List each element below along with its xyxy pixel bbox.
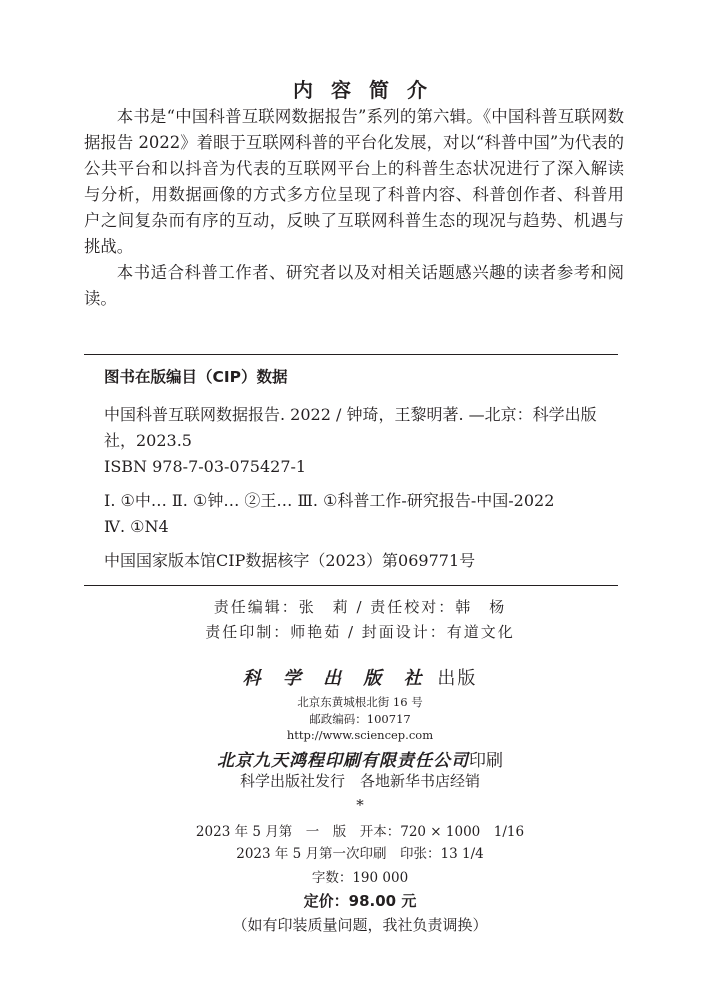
printer-line [0,746,720,771]
publisher-postcode: 邮政编码：100717 [309,712,411,726]
cip-entry: 中国科普互联网数据报告. 2022 / 钟琦，王黎明著. —北京：科学出版社，2023.5 [104,405,597,450]
edition-line: 2023 年 5 月第 一 版 开本：720 × 1000 1/16 [195,824,525,840]
publisher-address: 北京东黄城根北街 16 号 [297,695,423,709]
publisher-line [0,664,720,690]
credits-line: 责任编辑：张 莉 / 责任校对：韩 杨 [213,598,507,616]
publisher-suffix: 出版 [437,668,478,689]
cip-bottom-rule [84,585,618,586]
separator-star: * [356,796,364,814]
cip-top-rule [84,354,618,355]
intro-body [84,104,624,312]
cip-classification: Ⅳ. ①N4 [104,517,169,536]
cip-verification: 中国国家版本馆CIP数据核字（2023）第069771号 [104,551,476,570]
quality-notice: （如有印装质量问题，我社负责调换） [232,916,488,934]
cip-block [104,366,620,572]
printer-name: 北京九天鸿程印刷有限责任公司 [217,751,469,771]
printing-line: 2023 年 5 月第一次印刷 印张：13 1/4 [236,846,484,862]
intro-paragraph: 本书是“中国科普互联网数据报告”系列的第六辑。《中国科普互联网数据报告 2022》着眼于互联网科普的平台化发展，对以“科普中国”为代表的公共平台和以抖音为代表的互联网平台上的科普生态状况进行了深入解读与分析，用数据画像的方式多方位呈现了科普内容、科普创作者、科普用户之间复杂而有序的互动，反映了互联网科普生态的现况与趋势、机遇与挑战。 [84,107,624,256]
word-count: 字数：190 000 [311,870,409,886]
cip-title: 图书在版编目（CIP）数据 [104,368,288,386]
distribution-line: 科学出版社发行 各地新华书店经销 [239,772,480,790]
publisher-name: 科 学 出 版 社 [242,668,430,689]
price: 定价：98.00 元 [303,892,417,910]
credits-line: 责任印制：师艳茹 / 封面设计：有道文化 [205,623,515,641]
intro-paragraph: 本书适合科普工作者、研究者以及对相关话题感兴趣的读者参考和阅读。 [84,263,624,308]
intro-title: 内容简介 [293,78,445,102]
cip-classification: Ⅰ. ①中… Ⅱ. ①钟… ②王… Ⅲ. ①科普工作-研究报告-中国-2022 [104,491,555,510]
cip-isbn: ISBN 978-7-03-075427-1 [104,457,307,476]
publisher-url: http://www.sciencep.com [286,728,434,742]
printer-suffix: 印刷 [469,751,503,771]
